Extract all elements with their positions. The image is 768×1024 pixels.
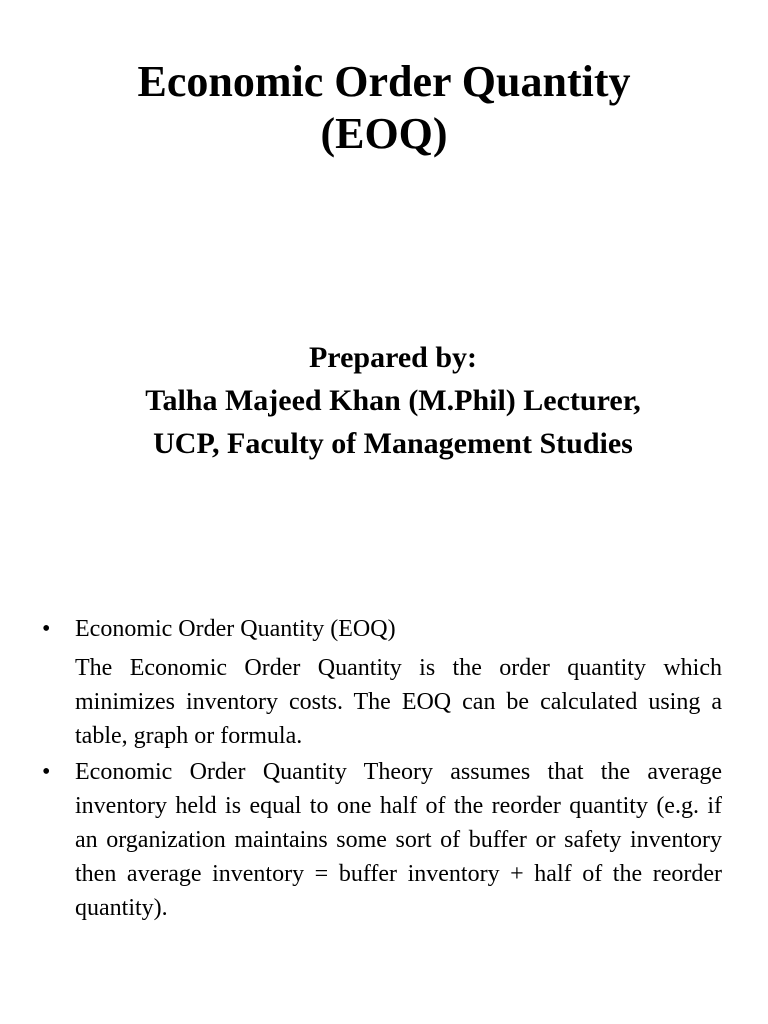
author-line-2: UCP, Faculty of Management Studies — [153, 427, 633, 460]
bullet-item-eoq-definition — [42, 612, 722, 753]
prepared-by-label: Prepared by: — [308, 341, 478, 374]
bullet-paragraph: The Economic Order Quantity is the order quantity which minimizes inventory costs. The EOQ can be calculated using a table, graph or formula. — [75, 655, 722, 749]
title-line-1: Economic Order Quantity — [137, 57, 631, 106]
author-line-1: Talha Majeed Khan (M.Phil) Lecturer, — [145, 384, 641, 417]
page-title — [0, 56, 768, 160]
bullet-marker: • — [42, 759, 51, 785]
bullet-heading: Economic Order Quantity (EOQ) — [75, 616, 396, 642]
author-block — [0, 336, 768, 465]
bullet-marker: • — [42, 616, 51, 642]
title-line-2: (EOQ) — [320, 109, 448, 158]
bullet-item-eoq-theory — [42, 755, 722, 925]
bullet-list — [42, 612, 722, 925]
bullet-text: Economic Order Quantity Theory assumes that the average inventory held is equal to one half of the reorder quantity (e.g. if an organization maintains some sort of buffer or safety inventory then average inventory = buffer inventory + half of the reorder quantity). — [75, 759, 722, 921]
